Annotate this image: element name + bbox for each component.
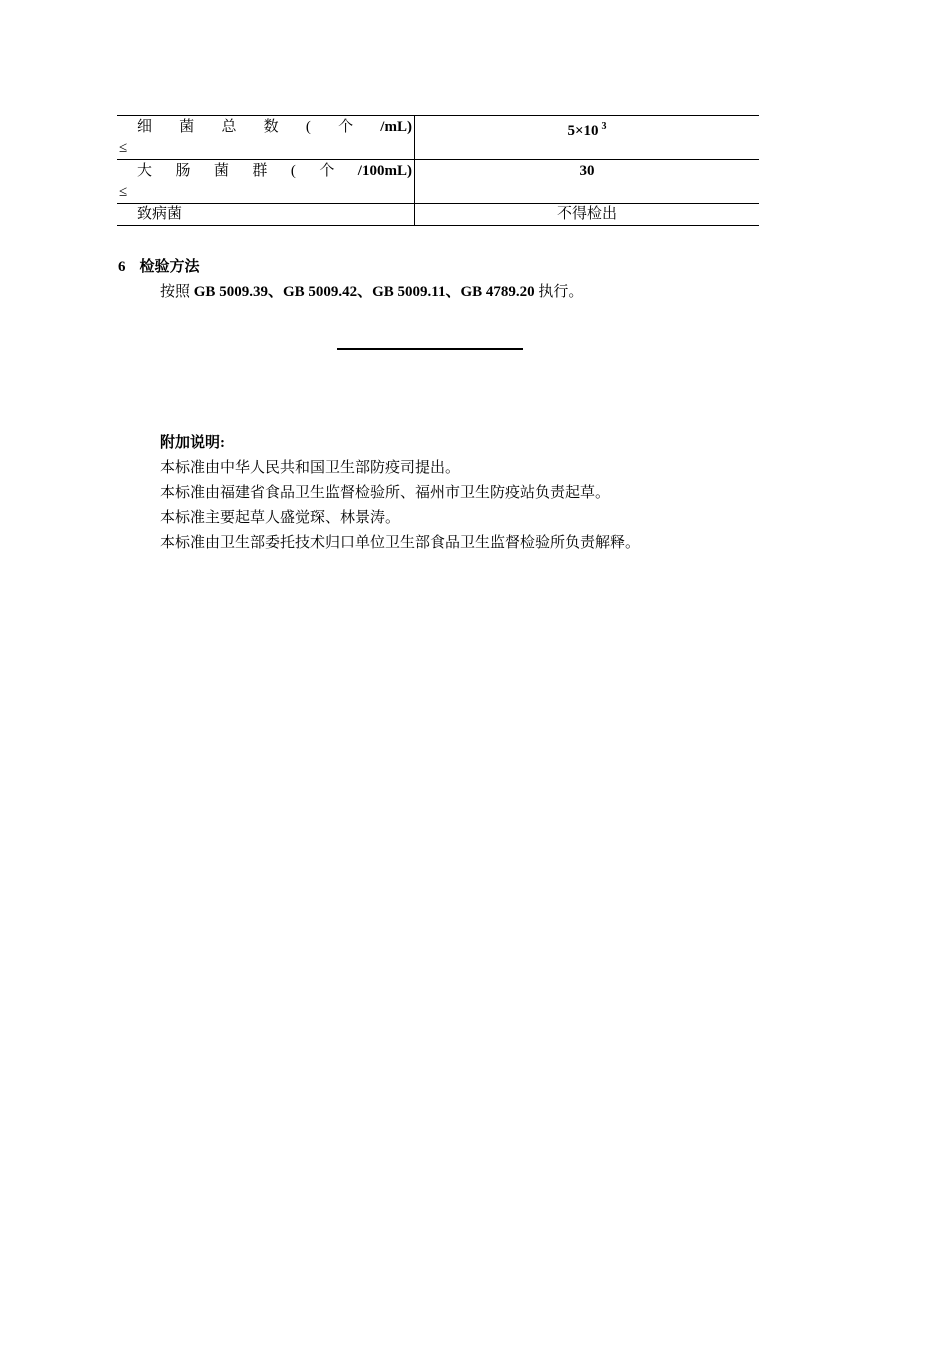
item-label-part: 总 xyxy=(221,119,237,135)
item-label-part: 菌 xyxy=(179,119,195,135)
standard-references: GB 5009.39、GB 5009.42、GB 5009.11、GB 4789.20 xyxy=(193,284,535,300)
limit-value: 30 xyxy=(579,163,595,179)
item-label: 致病菌 xyxy=(137,206,183,222)
section-number: 6 xyxy=(118,259,126,275)
table-row xyxy=(117,160,759,204)
value-cell xyxy=(415,204,760,226)
item-cell xyxy=(117,160,415,204)
end-of-standard-rule xyxy=(337,348,523,350)
item-label-part: 肠 xyxy=(175,163,191,179)
table-row xyxy=(117,116,759,160)
limit-value: 不得检出 xyxy=(556,206,617,222)
item-label-part: 数 xyxy=(263,119,279,135)
item-unit: /mL) xyxy=(380,119,412,135)
item-label-part: 个 xyxy=(338,119,354,135)
item-cell xyxy=(117,116,415,160)
table-row xyxy=(117,204,759,226)
item-unit: /100mL) xyxy=(357,163,412,179)
note-line: 本标准主要起草人盛觉琛、林景涛。 xyxy=(160,510,401,526)
limit-symbol: ≤ xyxy=(119,184,128,200)
limit-value-exponent: 3 xyxy=(601,121,607,132)
item-cell xyxy=(117,204,415,226)
item-label-part: 群 xyxy=(252,163,268,179)
item-label xyxy=(117,160,414,182)
section-body xyxy=(160,282,583,302)
item-label-part: 个 xyxy=(319,163,335,179)
limit-value xyxy=(415,116,759,142)
section-title: 检验方法 xyxy=(139,259,200,275)
item-label-part: ( xyxy=(290,163,296,179)
item-label xyxy=(117,116,414,138)
item-label-part: 菌 xyxy=(213,163,229,179)
limit-value-base: 5×10 xyxy=(567,123,599,139)
value-cell xyxy=(415,160,760,204)
section-heading xyxy=(118,257,200,277)
note-line: 本标准由中华人民共和国卫生部防疫司提出。 xyxy=(160,460,461,476)
item-label-part: 大 xyxy=(137,163,153,179)
value-cell xyxy=(415,116,760,160)
item-label-part: ( xyxy=(305,119,311,135)
notes-title: 附加说明: xyxy=(160,435,225,451)
limit-symbol: ≤ xyxy=(119,140,128,156)
section-body-suffix: 执行。 xyxy=(534,284,584,300)
note-line: 本标准由卫生部委托技术归口单位卫生部食品卫生监督检验所负责解释。 xyxy=(160,535,641,551)
item-label-part: 细 xyxy=(137,119,153,135)
additional-notes xyxy=(160,431,640,556)
microbiological-indicators-table xyxy=(117,115,759,226)
section-body-prefix: 按照 xyxy=(160,284,194,300)
note-line: 本标准由福建省食品卫生监督检验所、福州市卫生防疫站负责起草。 xyxy=(160,485,611,501)
